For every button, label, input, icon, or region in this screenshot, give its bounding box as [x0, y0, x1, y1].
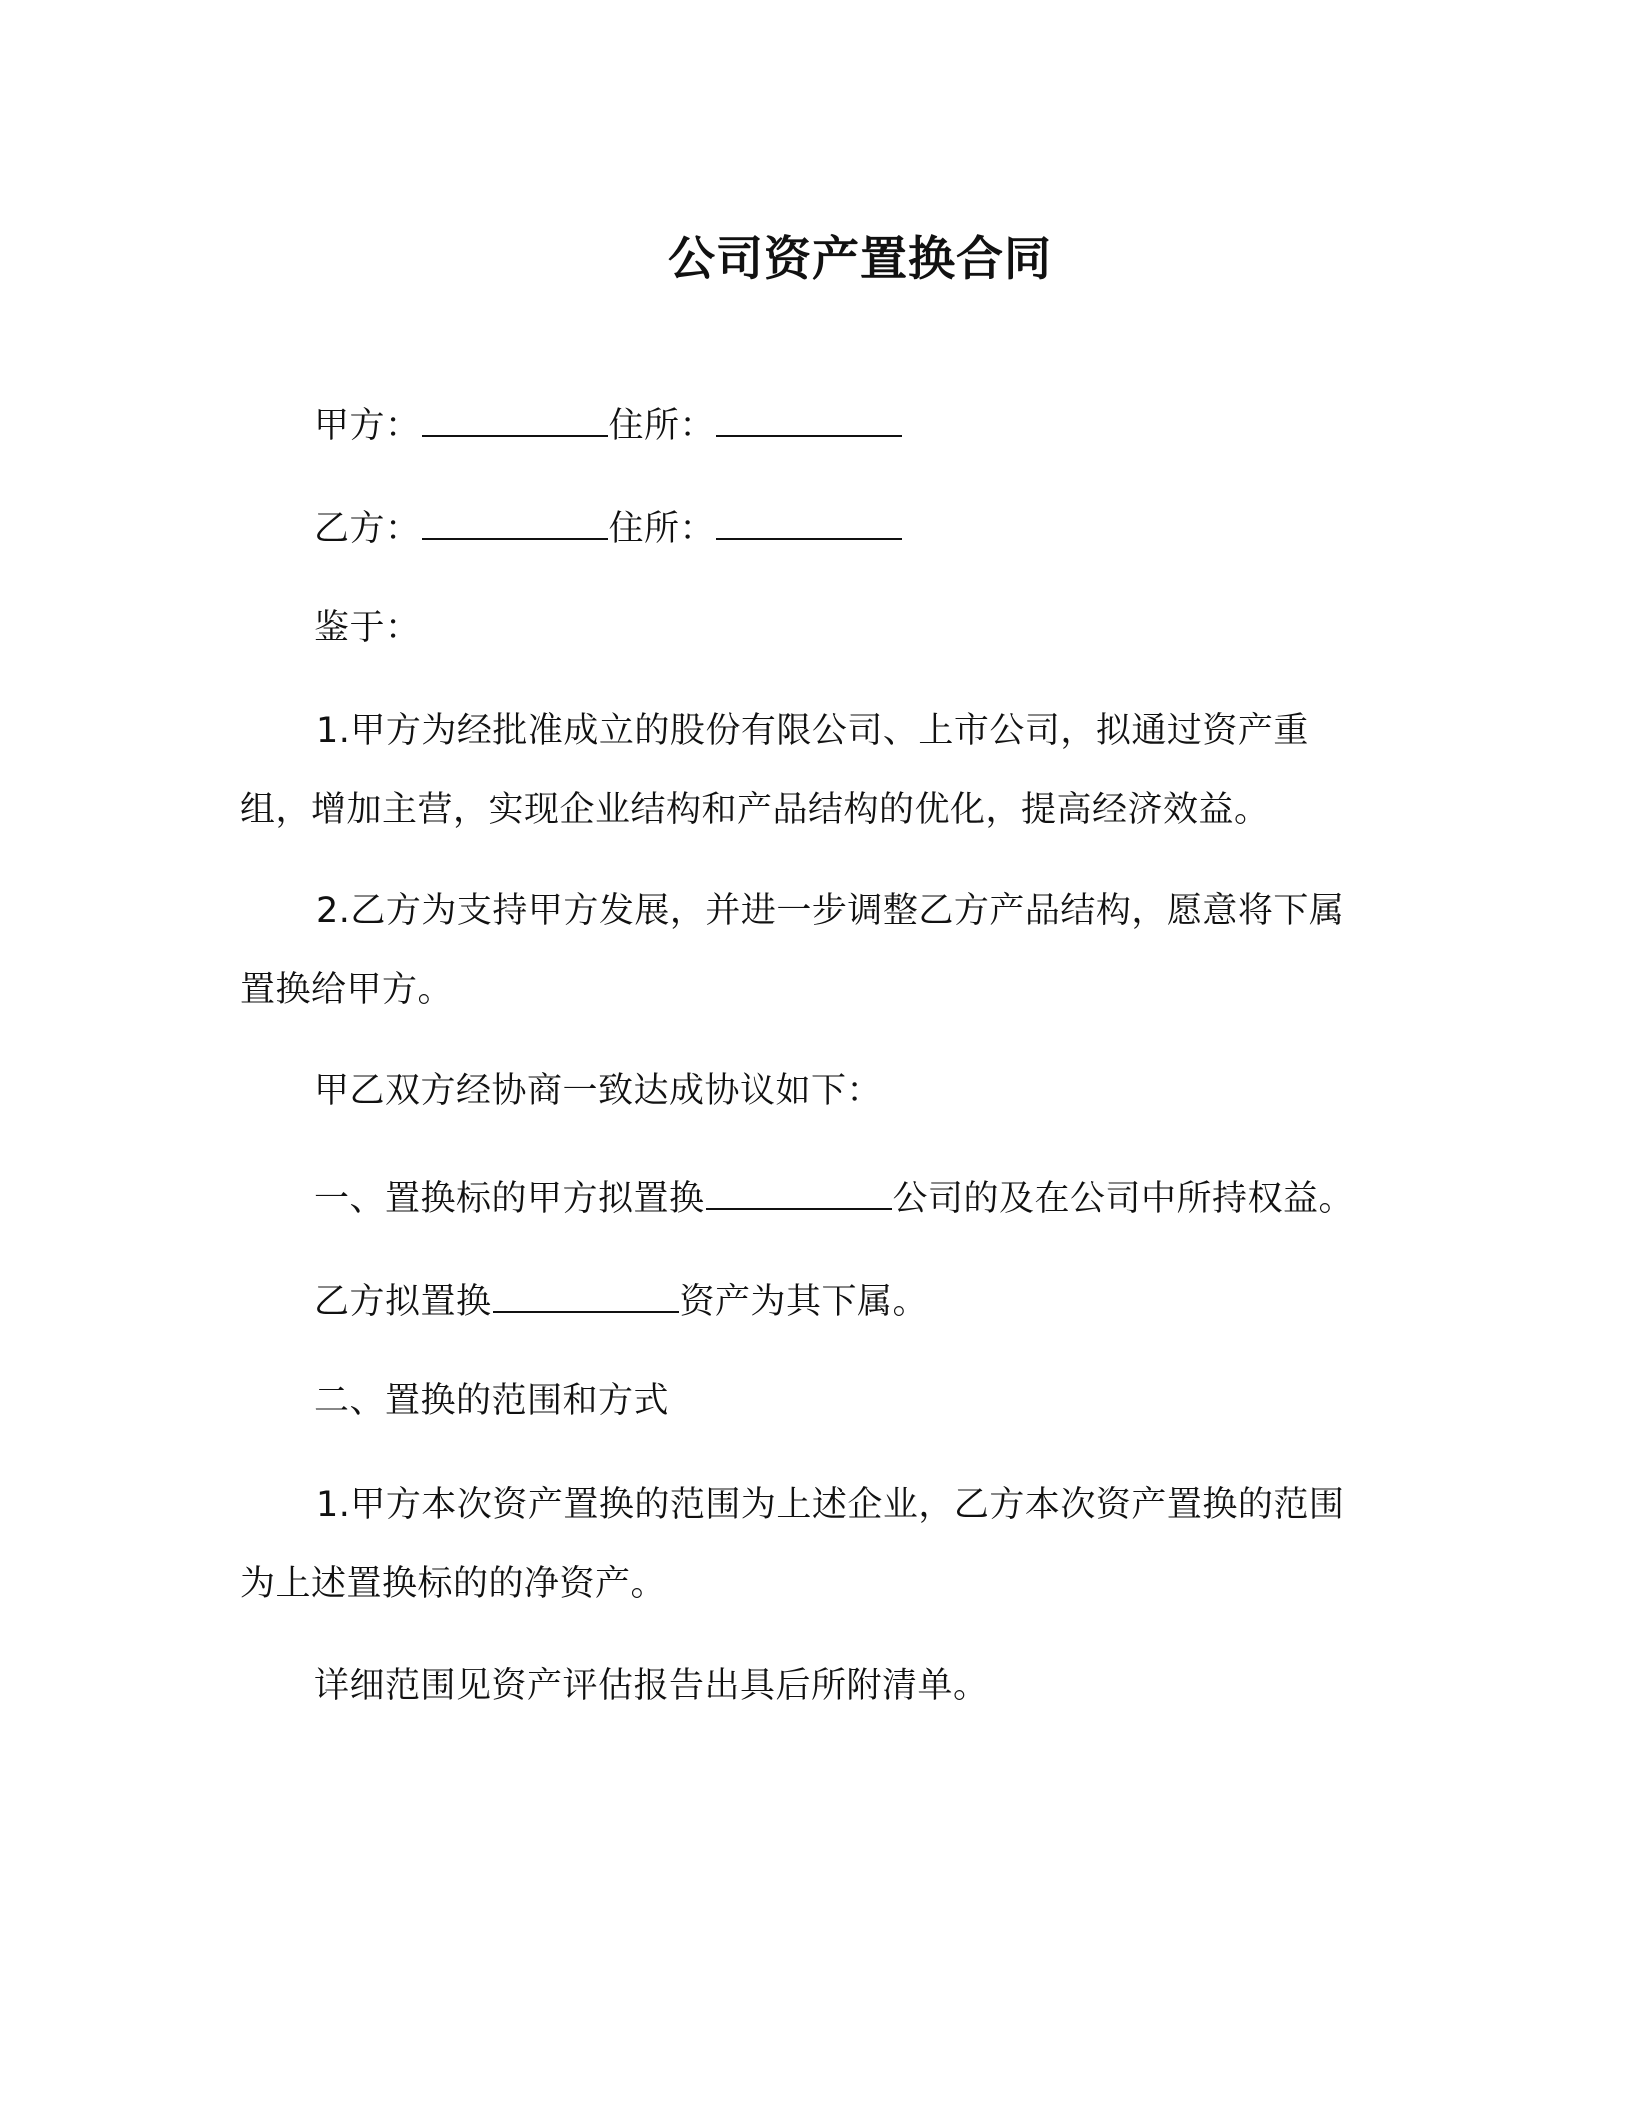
recital-2: 2.乙方为支持甲方发展，并进一步调整乙方产品结构，愿意将下属置换给甲方。	[240, 891, 1345, 1010]
party-a-line	[314, 397, 903, 450]
section-2-note: 详细范围见资产评估报告出具后所附清单。	[314, 1666, 989, 1706]
party-b-label: 乙方：	[314, 509, 421, 549]
clause-1-b-blank	[493, 1273, 679, 1313]
recital-1: 1.甲方为经批准成立的股份有限公司、上市公司，拟通过资产重组，增加主营，实现企业结构和产品结构的优化，提高经济效益。	[240, 711, 1309, 830]
section-2-heading: 二、置换的范围和方式	[314, 1381, 670, 1421]
party-b-address-blank	[716, 500, 902, 540]
party-a-address-label: 住所：	[608, 406, 716, 446]
party-b-line	[314, 500, 903, 553]
clause-1-b-line	[314, 1273, 928, 1326]
clause-1-prefix: 一、置换标的甲方拟置换	[314, 1179, 705, 1219]
clause-1-b-prefix: 乙方拟置换	[314, 1282, 492, 1322]
party-a-address-blank	[716, 397, 902, 437]
agreement-intro: 甲乙双方经协商一致达成协议如下：	[314, 1071, 883, 1111]
clause-1-blank	[706, 1170, 892, 1210]
document-title: 公司资产置换合同	[668, 232, 1052, 287]
party-b-name-blank	[422, 500, 608, 540]
clause-1-line	[314, 1170, 1354, 1223]
clause-1-b-suffix: 资产为其下属。	[679, 1282, 929, 1322]
clause-1-suffix: 公司的及在公司中所持权益。	[892, 1179, 1355, 1219]
party-a-label: 甲方：	[314, 406, 421, 446]
party-a-name-blank	[422, 397, 608, 437]
section-2-item-1: 1.甲方本次资产置换的范围为上述企业，乙方本次资产置换的范围为上述置换标的的净资产。	[240, 1485, 1345, 1604]
whereas-heading: 鉴于：	[314, 608, 421, 648]
party-b-address-label: 住所：	[608, 509, 716, 549]
